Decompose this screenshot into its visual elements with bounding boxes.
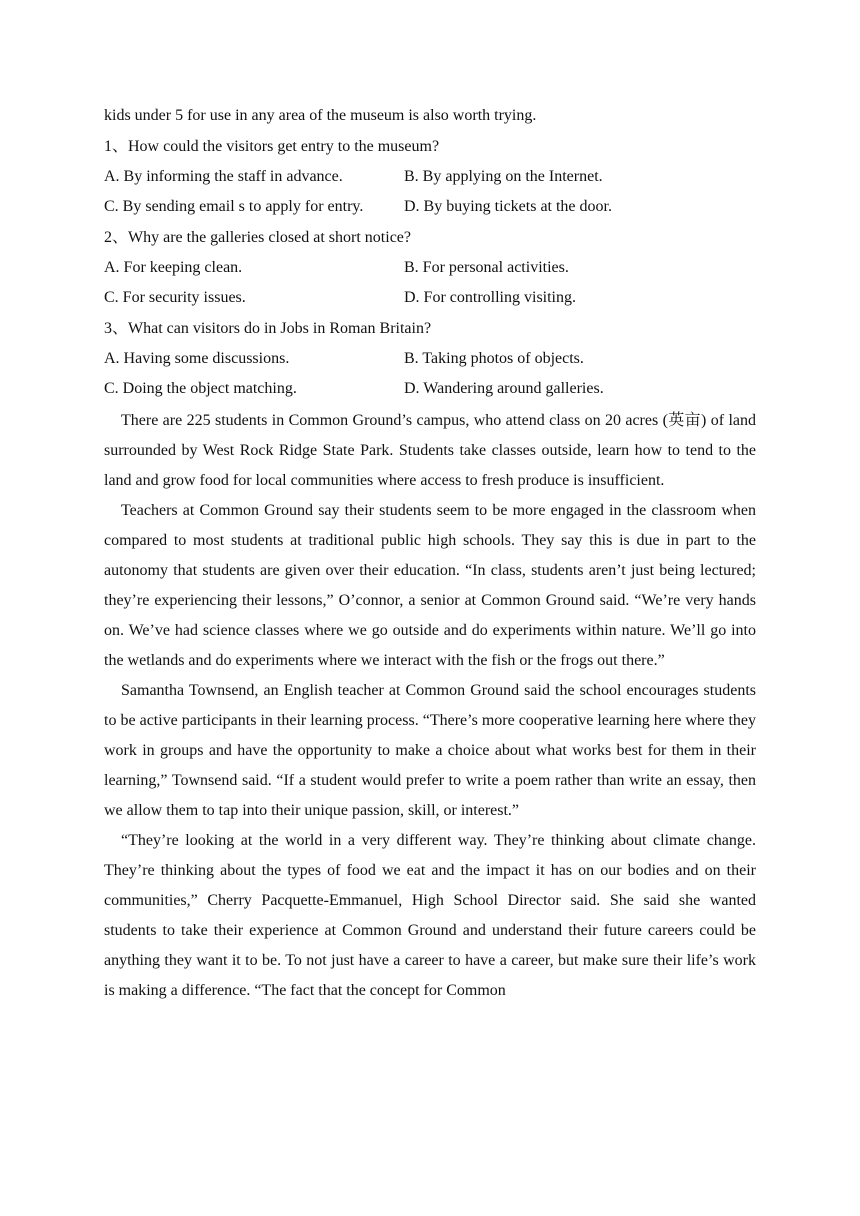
passage-paragraph: Samantha Townsend, an English teacher at Common Ground said the school encourages students to be active participants in their learning process. “There’s more cooperative learning here where they work in groups and have the opportunity to make a choice about what works best for them in their learning,” Townsend said. “If a student would prefer to write a poem rather than write an essay, then we allow them to tap into their unique passion, skill, or interest.” xyxy=(104,682,756,819)
options-row xyxy=(104,374,756,404)
question-stem: 2、Why are the galleries closed at short notice? xyxy=(104,229,411,246)
reading-passage xyxy=(104,406,756,1006)
passage-paragraph: “They’re looking at the world in a very different way. They’re thinking about climate change. They’re thinking about the types of food we eat and the impact it has on our bodies and on their communities,” Cherry Pacquette-Emmanuel, High School Director said. She said she wanted students to take their experience at Common Ground and understand their future careers could be anything they want it to be. To not just have a career to have a career, but make sure their life’s work is making a difference. “The fact that the concept for Common xyxy=(104,832,756,999)
option-b: B. Taking photos of objects. xyxy=(404,350,584,367)
question-stem: 1、How could the visitors get entry to the museum? xyxy=(104,138,440,155)
option-d: D. Wandering around galleries. xyxy=(404,380,604,397)
option-b: B. By applying on the Internet. xyxy=(404,168,603,185)
option-d: D. By buying tickets at the door. xyxy=(404,198,612,215)
question-stem: 3、What can visitors do in Jobs in Roman Britain? xyxy=(104,320,432,337)
option-c: C. By sending email s to apply for entry. xyxy=(104,198,364,215)
passage-paragraph: There are 225 students in Common Ground’s campus, who attend class on 20 acres (英亩) of land surrounded by West Rock Ridge State Park. Students take classes outside, learn how to tend to the land and grow food for local communities where access to fresh produce is insufficient. xyxy=(104,412,756,489)
options-row xyxy=(104,344,756,374)
options-row xyxy=(104,192,756,222)
question-1 xyxy=(104,131,756,222)
passage-paragraph: Teachers at Common Ground say their students seem to be more engaged in the classroom when compared to most students at traditional public high schools. They say this is due in part to the autonomy that students are given over their education. “In class, students aren’t just being lectured; they’re experiencing their lessons,” O’connor, a senior at Common Ground said. “We’re very hands on. We’ve had science classes where we go outside and do experiments within nature. We’ll go into the wetlands and do experiments where we interact with the fish or the frogs out there.” xyxy=(104,502,756,669)
document-page xyxy=(104,101,756,1006)
option-c: C. For security issues. xyxy=(104,289,246,306)
options-row xyxy=(104,162,756,192)
option-c: C. Doing the object matching. xyxy=(104,380,297,397)
question-3 xyxy=(104,313,756,404)
option-d: D. For controlling visiting. xyxy=(404,289,576,306)
question-2 xyxy=(104,222,756,313)
option-a: A. Having some discussions. xyxy=(104,350,290,367)
option-b: B. For personal activities. xyxy=(404,259,569,276)
options-row xyxy=(104,253,756,283)
options-row xyxy=(104,283,756,313)
option-a: A. By informing the staff in advance. xyxy=(104,168,343,185)
option-a: A. For keeping clean. xyxy=(104,259,243,276)
intro-line: kids under 5 for use in any area of the museum is also worth trying. xyxy=(104,107,537,124)
